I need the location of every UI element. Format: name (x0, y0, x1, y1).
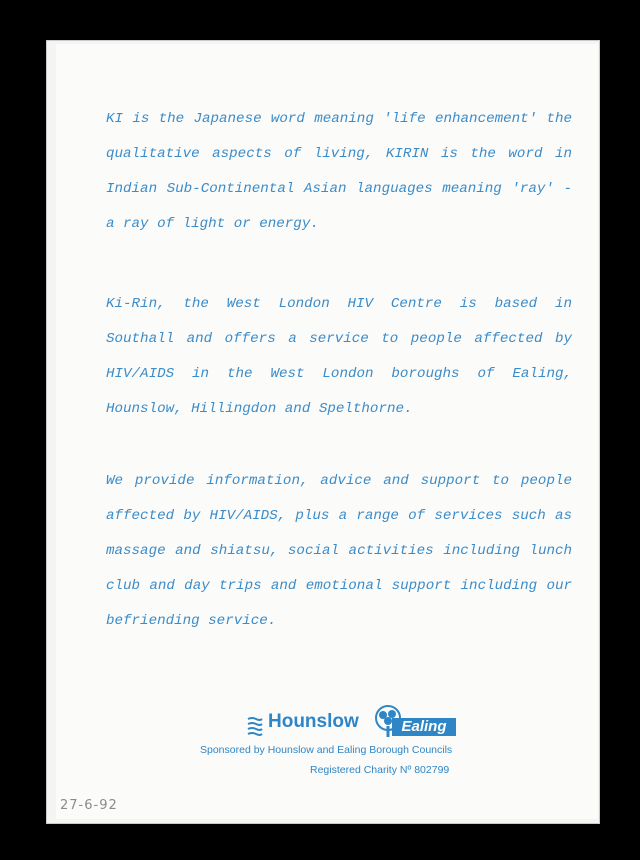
leaflet-page (56, 44, 598, 819)
paragraph-kirin-centre: Ki-Rin, the West London HIV Centre is based in Southall and offers a service to people affected by HIV/AIDS in the West London boroughs of Ealing, Hounslow, Hillingdon and Spelthorne. (106, 296, 572, 417)
hounslow-logo-text: Hounslow (268, 711, 359, 732)
ealing-logo-text: Ealing (392, 718, 456, 736)
sponsor-line: Sponsored by Hounslow and Ealing Borough Councils (200, 744, 453, 756)
paragraph-ki-meaning: KI is the Japanese word meaning 'life enhancement' the qualitative aspects of living, KIRIN is the word in Indian Sub-Continental Asian languages meaning 'ray' - a ray of light or energy. (106, 111, 572, 232)
handwritten-date: 27-6-92 (60, 798, 118, 813)
paragraph-services: We provide information, advice and support to people affected by HIV/AIDS, plus a range of services such as massage and shiatsu, social activities including lunch club and day trips and emotional support including our befriending service. (106, 473, 572, 629)
sponsor-logos (246, 704, 466, 740)
charity-number: Registered Charity Nº 802799 (310, 764, 450, 776)
hounslow-wave-icon (246, 716, 264, 736)
